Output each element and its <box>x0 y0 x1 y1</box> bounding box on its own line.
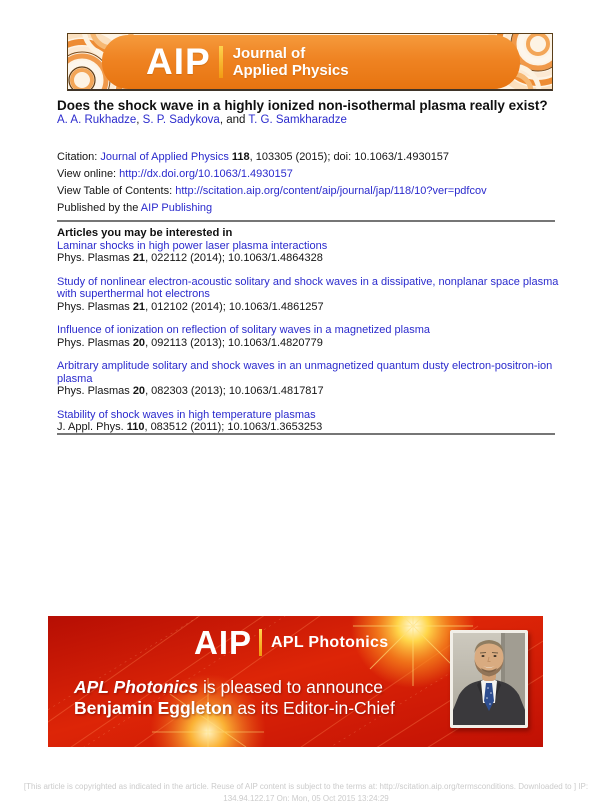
related-article-citation <box>57 421 559 434</box>
citation-volume: 20 <box>132 336 146 349</box>
editor-portrait-photo <box>450 630 528 728</box>
ad-line2-rest: as its Editor-in-Chief <box>232 698 395 718</box>
publisher-label: Published by the <box>57 202 141 214</box>
citation-journal: Phys. Plasmas <box>57 300 133 313</box>
view-online-line <box>57 166 559 183</box>
citation-rest: , 082303 (2013); 10.1063/1.4817817 <box>145 385 324 397</box>
journal-link[interactable]: Journal of Applied Physics <box>100 151 229 163</box>
related-article <box>57 324 559 349</box>
related-article-citation <box>57 337 559 350</box>
citation-journal: Phys. Plasmas <box>57 336 133 349</box>
ad-line-1 <box>74 677 395 698</box>
apl-photonics-ad-banner[interactable] <box>48 616 543 747</box>
ad-logo <box>194 626 388 659</box>
citation-volume: 118 <box>228 151 250 163</box>
toc-label: View Table of Contents: <box>57 185 176 197</box>
citation-rest: , 012102 (2014); 10.1063/1.4861257 <box>145 300 324 313</box>
journal-name-line2: Applied Physics <box>232 61 349 79</box>
related-article-title-link[interactable]: Influence of ionization on reflection of solitary waves in a magnetized plasma <box>57 324 430 336</box>
related-article-title-link[interactable]: Arbitrary amplitude solitary and shock waves in an unmagnetized quantum dusty electron-positron-ion plasma <box>57 360 553 385</box>
author-link[interactable]: A. A. Rukhadze <box>57 114 137 126</box>
logo-divider-bar <box>259 629 262 656</box>
related-article-citation <box>57 385 559 398</box>
related-article <box>57 240 559 265</box>
publisher-link[interactable]: AIP Publishing <box>140 202 213 214</box>
related-article <box>57 276 559 314</box>
citation-volume: 21 <box>132 252 146 264</box>
aip-logo: AIP <box>146 41 211 82</box>
article-title: Does the shock wave in a highly ionized non-isothermal plasma really exist? <box>57 98 548 113</box>
author-separator: , <box>136 114 143 126</box>
publisher-line <box>57 200 559 217</box>
aip-logo: AIP <box>194 624 253 661</box>
footer-line-2: 134.94.122.17 On: Mon, 05 Oct 2015 13:24:29 <box>223 794 389 803</box>
editor-name: Benjamin Eggleton <box>74 698 233 718</box>
related-article-title-link[interactable]: Stability of shock waves in high temperature plasmas <box>57 408 316 421</box>
ad-line1-rest: is pleased to announce <box>198 677 384 697</box>
author-link[interactable]: T. G. Samkharadze <box>248 114 347 126</box>
author-separator: , and <box>219 114 249 126</box>
citation-rest: , 103305 (2015); doi: 10.1063/1.4930157 <box>249 151 450 163</box>
divider-rule-bottom <box>57 433 555 435</box>
journal-masthead-banner[interactable] <box>67 33 553 91</box>
view-online-label: View online: <box>57 168 120 180</box>
citation-rest: , 022112 (2014); 10.1063/1.4864328 <box>145 252 323 264</box>
footer-line-1: [This article is copyrighted as indicated in the article. Reuse of AIP content is subject to the terms at: http://scitation.aip.org/termsconditions. Downloaded to ] IP: <box>23 782 589 791</box>
related-articles-section <box>57 227 559 445</box>
citation-volume: 20 <box>132 385 146 397</box>
ad-announcement-text <box>74 677 395 719</box>
masthead-logo <box>146 34 349 89</box>
ad-line-2 <box>74 698 395 719</box>
citation-journal: Phys. Plasmas <box>57 385 133 397</box>
citation-journal: Phys. Plasmas <box>57 252 133 264</box>
author-link[interactable]: S. P. Sadykova <box>142 114 220 126</box>
related-article-title-link[interactable]: Study of nonlinear electron-acoustic solitary and shock waves in a dissipative, nonplanar space plasma with superthermal hot electrons <box>57 275 559 300</box>
toc-link[interactable]: http://scitation.aip.org/content/aip/journal/jap/118/10?ver=pdfcov <box>175 185 487 197</box>
related-article <box>57 409 559 434</box>
divider-rule-top <box>57 220 555 222</box>
copyright-footer <box>0 781 612 805</box>
related-article-citation <box>57 301 559 314</box>
citation-block <box>57 149 559 217</box>
journal-name <box>233 45 349 79</box>
ad-brand-emphasis: APL Photonics <box>74 677 199 697</box>
author-list <box>57 114 557 126</box>
related-article <box>57 360 559 398</box>
logo-divider-bar <box>219 46 223 78</box>
citation-volume: 21 <box>132 300 146 313</box>
view-online-link[interactable]: http://dx.doi.org/10.1063/1.4930157 <box>119 168 293 180</box>
toc-line <box>57 183 559 200</box>
citation-volume: 110 <box>126 421 145 433</box>
citation-line <box>57 149 559 166</box>
apl-photonics-brand: APL Photonics <box>271 633 389 651</box>
journal-name-line1: Journal of <box>232 44 306 62</box>
related-article-citation <box>57 252 559 265</box>
related-articles-heading: Articles you may be interested in <box>57 227 233 239</box>
citation-journal: J. Appl. Phys. <box>57 421 127 433</box>
related-article-title-link[interactable]: Laminar shocks in high power laser plasma interactions <box>57 239 328 252</box>
citation-label: Citation: <box>57 151 101 163</box>
citation-rest: , 083512 (2011); 10.1063/1.3653253 <box>144 421 323 433</box>
citation-rest: , 092113 (2013); 10.1063/1.4820779 <box>145 336 323 349</box>
